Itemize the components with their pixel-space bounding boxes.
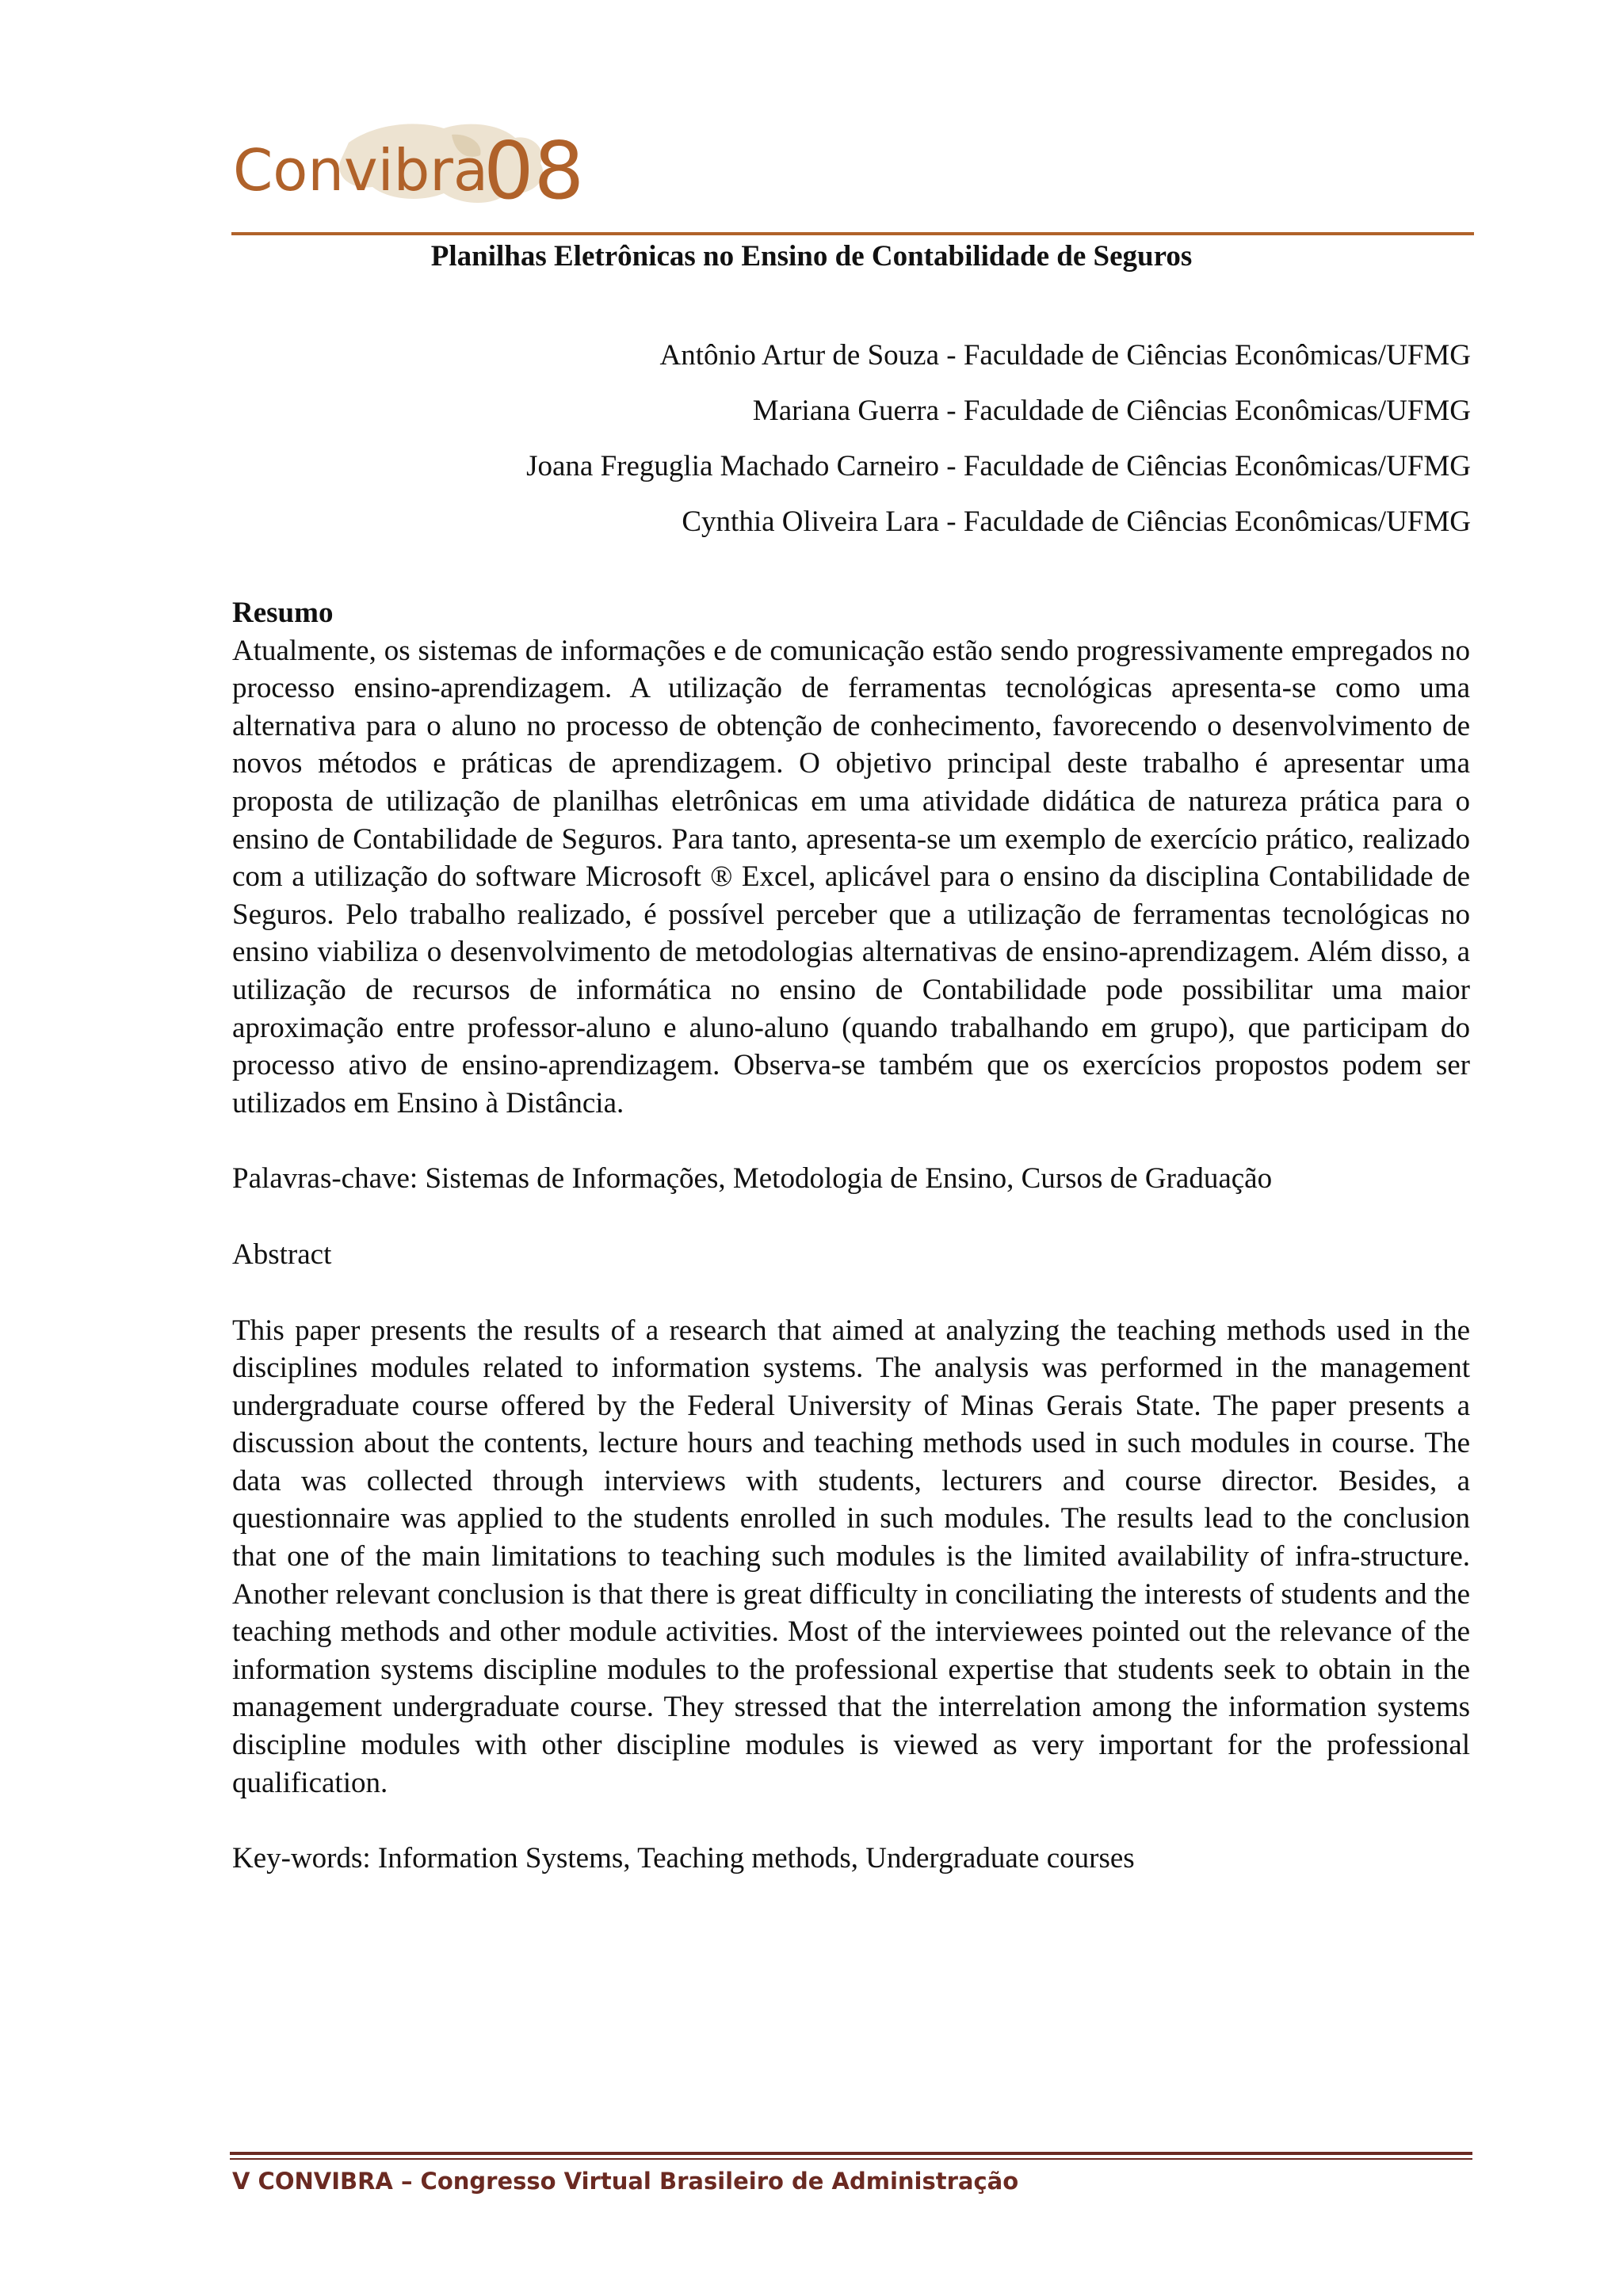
author-line: Joana Freguglia Machado Carneiro - Faculdade de Ciências Econômicas/UFMG <box>526 450 1471 482</box>
convibra-logo <box>230 111 594 230</box>
abstract-keywords: Key-words: Information Systems, Teaching methods, Undergraduate courses <box>232 1842 1135 1875</box>
abstract-body: This paper presents the results of a research that aimed at analyzing the teaching methods used in the disciplines modules related to information systems. The analysis was performed in the management undergraduate course offered by the Federal University of Minas Gerais State. The paper presents a discussion about the contents, lecture hours and teaching methods used in such modules in course. The data was collected through interviews with students, lecturers and course director. Besides, a questionnaire was applied to the students enrolled in such modules. The results lead to the conclusion that one of the main limitations to teaching such modules is the limited availability of infra-structure. Another relevant conclusion is that there is great difficulty in conciliating the interests of students and the teaching methods and other module activities. Most of the interviewees pointed out the relevance of the information systems discipline modules to the professional expertise that students seek to obtain in the management undergraduate course. They stressed that the interrelation among the information systems discipline modules with other discipline modules is viewed as very important for the professional qualification. <box>232 1314 1470 1799</box>
convibra-logo-graphic <box>230 111 594 230</box>
paper-title: Planilhas Eletrônicas no Ensino de Contabilidade de Seguros <box>430 240 1193 273</box>
abstract-heading: Abstract <box>232 1238 332 1271</box>
footer-divider <box>230 2152 1472 2155</box>
resumo-keywords: Palavras-chave: Sistemas de Informações, Metodologia de Ensino, Cursos de Graduação <box>232 1162 1273 1196</box>
author-list <box>526 328 1471 550</box>
resumo-heading: Resumo <box>232 597 334 629</box>
paper-body <box>232 594 1470 1878</box>
logo-wordmark: Convibra <box>233 137 488 204</box>
footer-divider-thin <box>230 2158 1472 2160</box>
resumo-body: Atualmente, os sistemas de informações e de comunicação estão sendo progressivamente empregados no processo ensino-aprendizagem. A utilização de ferramentas tecnológicas apresenta-se como uma alternativa para o aluno no processo de obtenção de conhecimento, favorecendo o desenvolvimento de novos métodos e práticas de aprendizagem. O objetivo principal deste trabalho é apresentar uma proposta de utilização de planilhas eletrônicas em uma atividade didática de natureza prática para o ensino de Contabilidade de Seguros. Para tanto, apresenta-se um exemplo de exercício prático, realizado com a utilização do software Microsoft ® Excel, aplicável para o ensino da disciplina Contabilidade de Seguros. Pelo trabalho realizado, é possível perceber que a utilização de ferramentas tecnológicas no ensino viabiliza o desenvolvimento de metodologias alternativas de ensino-aprendizagem. Além disso, a utilização de recursos de informática no ensino de Contabilidade pode possibilitar uma maior aproximação entre professor-aluno e aluno-aluno (quando trabalhando em grupo), que participam do processo ativo de ensino-aprendizagem. Observa-se também que os exercícios propostos podem ser utilizados em Ensino à Distância. <box>232 634 1470 1119</box>
logo-number: 08 <box>483 124 585 217</box>
footer-text: V CONVIBRA – Congresso Virtual Brasileiro de Administração <box>232 2168 1019 2195</box>
author-line: Cynthia Oliveira Lara - Faculdade de Ciências Econômicas/UFMG <box>682 505 1471 538</box>
author-line: Antônio Artur de Souza - Faculdade de Ciências Econômicas/UFMG <box>659 339 1471 372</box>
author-line: Mariana Guerra - Faculdade de Ciências Econômicas/UFMG <box>752 395 1471 427</box>
header-divider <box>231 232 1474 235</box>
